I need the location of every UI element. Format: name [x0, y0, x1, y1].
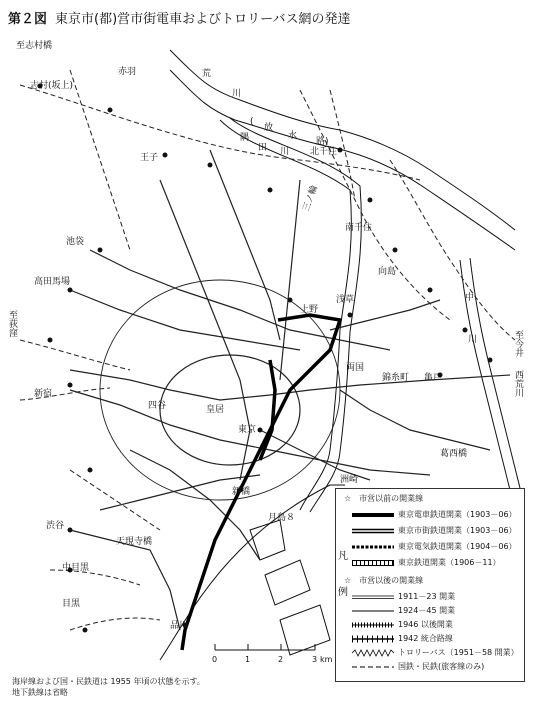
- place-label-ryogoku: 両国: [346, 363, 365, 373]
- place-label-shimura-bashi: 至志村橋: [16, 41, 53, 51]
- legend-row: [352, 557, 501, 568]
- place-label-tsukishima: 月島８: [268, 513, 296, 523]
- line-sample-cross: [352, 635, 394, 643]
- place-label-tenkenji: 天現寺橋: [116, 537, 153, 547]
- legend-row: [352, 633, 453, 644]
- place-label-minamisenju: 南千住: [345, 223, 373, 233]
- station-dot: [258, 428, 263, 433]
- place-label-kitasenju: 北千住: [310, 147, 338, 157]
- station-dot: [338, 148, 343, 153]
- place-label-shinagawa: 品川: [170, 621, 189, 631]
- coastline: [160, 485, 345, 660]
- sumida-river-west: [220, 120, 351, 510]
- coastline-main: [160, 485, 345, 660]
- place-label-imai: 至今井: [513, 330, 523, 357]
- station-dot: [108, 108, 113, 113]
- arakawa-river-bank-south: [170, 70, 515, 250]
- line-sample-thin-double: [352, 593, 394, 601]
- station-dot: [393, 248, 398, 253]
- station-dot: [208, 163, 213, 168]
- station-dot: [88, 468, 93, 473]
- place-label-ro: 路): [316, 137, 329, 147]
- place-label-naka-kawa: 川: [468, 335, 478, 345]
- scale-unit: km: [320, 655, 333, 664]
- place-label-sui: 水: [288, 131, 298, 141]
- place-label-ara-kawa: 川: [232, 89, 242, 99]
- railway-line: [300, 90, 450, 320]
- place-label-kinshicho: 錦糸町: [382, 373, 410, 383]
- legend-label: 東京鉄道開業（1906－11）: [398, 558, 501, 567]
- place-label-shinjuku: 新宿: [34, 389, 53, 399]
- place-label-minowa: 三ノ輪: [301, 184, 321, 214]
- line-sample-zigzag: [352, 649, 394, 657]
- place-label-mukojima: 向島: [378, 267, 397, 277]
- line-sample-hatched: [352, 621, 394, 629]
- place-label-takadanobaba: 高田馬場: [34, 277, 71, 287]
- station-dot: [98, 248, 103, 253]
- legend-label: 東京市街鉄道開業（1903－06）: [398, 526, 517, 535]
- legend-side-label: 凡例: [338, 551, 348, 598]
- station-dot: [83, 628, 88, 633]
- harbor-piers: [250, 520, 330, 655]
- scale-tick-3: 3: [312, 655, 318, 664]
- railway-line: [20, 340, 130, 370]
- line-sample-dashdot: [352, 663, 394, 671]
- station-dot: [68, 528, 73, 533]
- scale-tick-2: 2: [278, 655, 284, 664]
- map-legend: [335, 488, 525, 682]
- station-dot: [463, 328, 468, 333]
- railway-line: [70, 470, 160, 530]
- place-label-shibuya: 渋谷: [46, 521, 65, 531]
- place-label-nishiara: 西荒川: [513, 370, 523, 397]
- place-label-ogikubo: 至荻窪: [7, 310, 17, 337]
- rivers: [170, 50, 520, 512]
- place-label-kameido: 亀戸: [424, 373, 443, 383]
- station-dot: [68, 288, 73, 293]
- place-label-akabane: 赤羽: [118, 67, 137, 77]
- station-dot: [348, 313, 353, 318]
- footnote-line-2: 地下鉄線は省略: [12, 688, 68, 697]
- tram-line: [340, 390, 490, 450]
- legend-row: [352, 591, 455, 602]
- place-label-sumida-kawa: 川: [280, 147, 290, 157]
- legend-row: [352, 661, 484, 672]
- legend-header-after: ☆ 市営以後の開業線: [344, 576, 424, 585]
- legend-row: [352, 647, 519, 658]
- place-label-ueno: 上野: [300, 305, 319, 315]
- scale-tick-0: 0: [212, 655, 218, 664]
- place-label-kasai: 葛西橋: [440, 449, 468, 459]
- station-dot: [68, 383, 73, 388]
- scale-bar-line: [215, 644, 315, 650]
- station-dot: [288, 298, 293, 303]
- legend-row: [352, 525, 517, 536]
- line-sample-chain: [352, 543, 394, 551]
- figure-title: [8, 8, 351, 27]
- line-sample-ladder: [352, 559, 394, 567]
- legend-label: 1911－23 開業: [398, 592, 456, 601]
- figure-number: 第２図: [8, 12, 48, 27]
- station-dot: [163, 153, 168, 158]
- footnote-line-1: 海岸線および国・民鉄道は 1955 年頃の状態を示す。: [12, 677, 205, 686]
- railway-line: [70, 70, 130, 250]
- tram-line: [70, 370, 510, 400]
- place-label-yotsuya: 四谷: [148, 401, 167, 411]
- line-sample-double: [352, 527, 394, 535]
- place-label-asakusa: 浅草: [336, 295, 355, 305]
- legend-header-before: ☆ 市営以前の開業線: [344, 494, 424, 503]
- footnote: [12, 676, 205, 698]
- legend-label: 1942 統合路線: [398, 634, 453, 643]
- place-label-meguro: 目黒: [62, 599, 81, 609]
- place-label-da: 田: [258, 143, 268, 153]
- railway-line: [390, 160, 515, 340]
- tram-line: [260, 430, 370, 480]
- station-dot: [428, 288, 433, 293]
- legend-row: [352, 619, 453, 630]
- place-label-kokyo: 皇居: [206, 405, 225, 415]
- line-sample-thin: [352, 607, 394, 615]
- legend-row: [352, 541, 517, 552]
- scale-tick-1: 1: [245, 655, 251, 664]
- station-dot: [268, 188, 273, 193]
- place-label-sumi: 隅: [240, 133, 250, 143]
- station-dot: [368, 198, 373, 203]
- place-label-shimura: 志村(坂上): [30, 81, 74, 91]
- place-label-tokyo: 東京: [238, 425, 257, 435]
- place-label-oji: 王子: [140, 153, 159, 163]
- place-label-naka: 中: [465, 293, 475, 303]
- railway-line: [20, 85, 420, 180]
- place-label-hosui-open: (: [250, 117, 254, 127]
- station-dot: [48, 338, 53, 343]
- place-label-hosui: 放: [264, 123, 274, 133]
- legend-label: 東京電車鉄道開業（1903－06）: [398, 510, 517, 519]
- legend-row: [352, 605, 455, 616]
- legend-label: 1946 以後開業: [398, 620, 453, 629]
- legend-label: 国鉄・民鉄(旅客線のみ): [398, 662, 485, 671]
- figure-caption: 東京市(都)営市街電車およびトロリーバス網の発達: [55, 12, 351, 27]
- railway-line: [330, 90, 355, 200]
- place-label-suzaki: 洲崎: [340, 475, 359, 485]
- scale-bar: [212, 644, 333, 664]
- place-label-ara: 荒: [202, 69, 212, 79]
- legend-row: [352, 509, 517, 520]
- station-dot: [488, 358, 493, 363]
- line-sample-thick: [352, 511, 394, 519]
- legend-label: トロリーバス（1951－58 開業）: [398, 648, 519, 657]
- place-label-shimbashi: 新橋: [232, 487, 251, 497]
- place-label-nakameguro: 中目黒: [62, 563, 90, 573]
- legend-label: 東京電気鉄道開業（1904－06）: [398, 542, 517, 551]
- place-label-ikebukuro: 池袋: [66, 237, 85, 247]
- legend-label: 1924－45 開業: [398, 606, 456, 615]
